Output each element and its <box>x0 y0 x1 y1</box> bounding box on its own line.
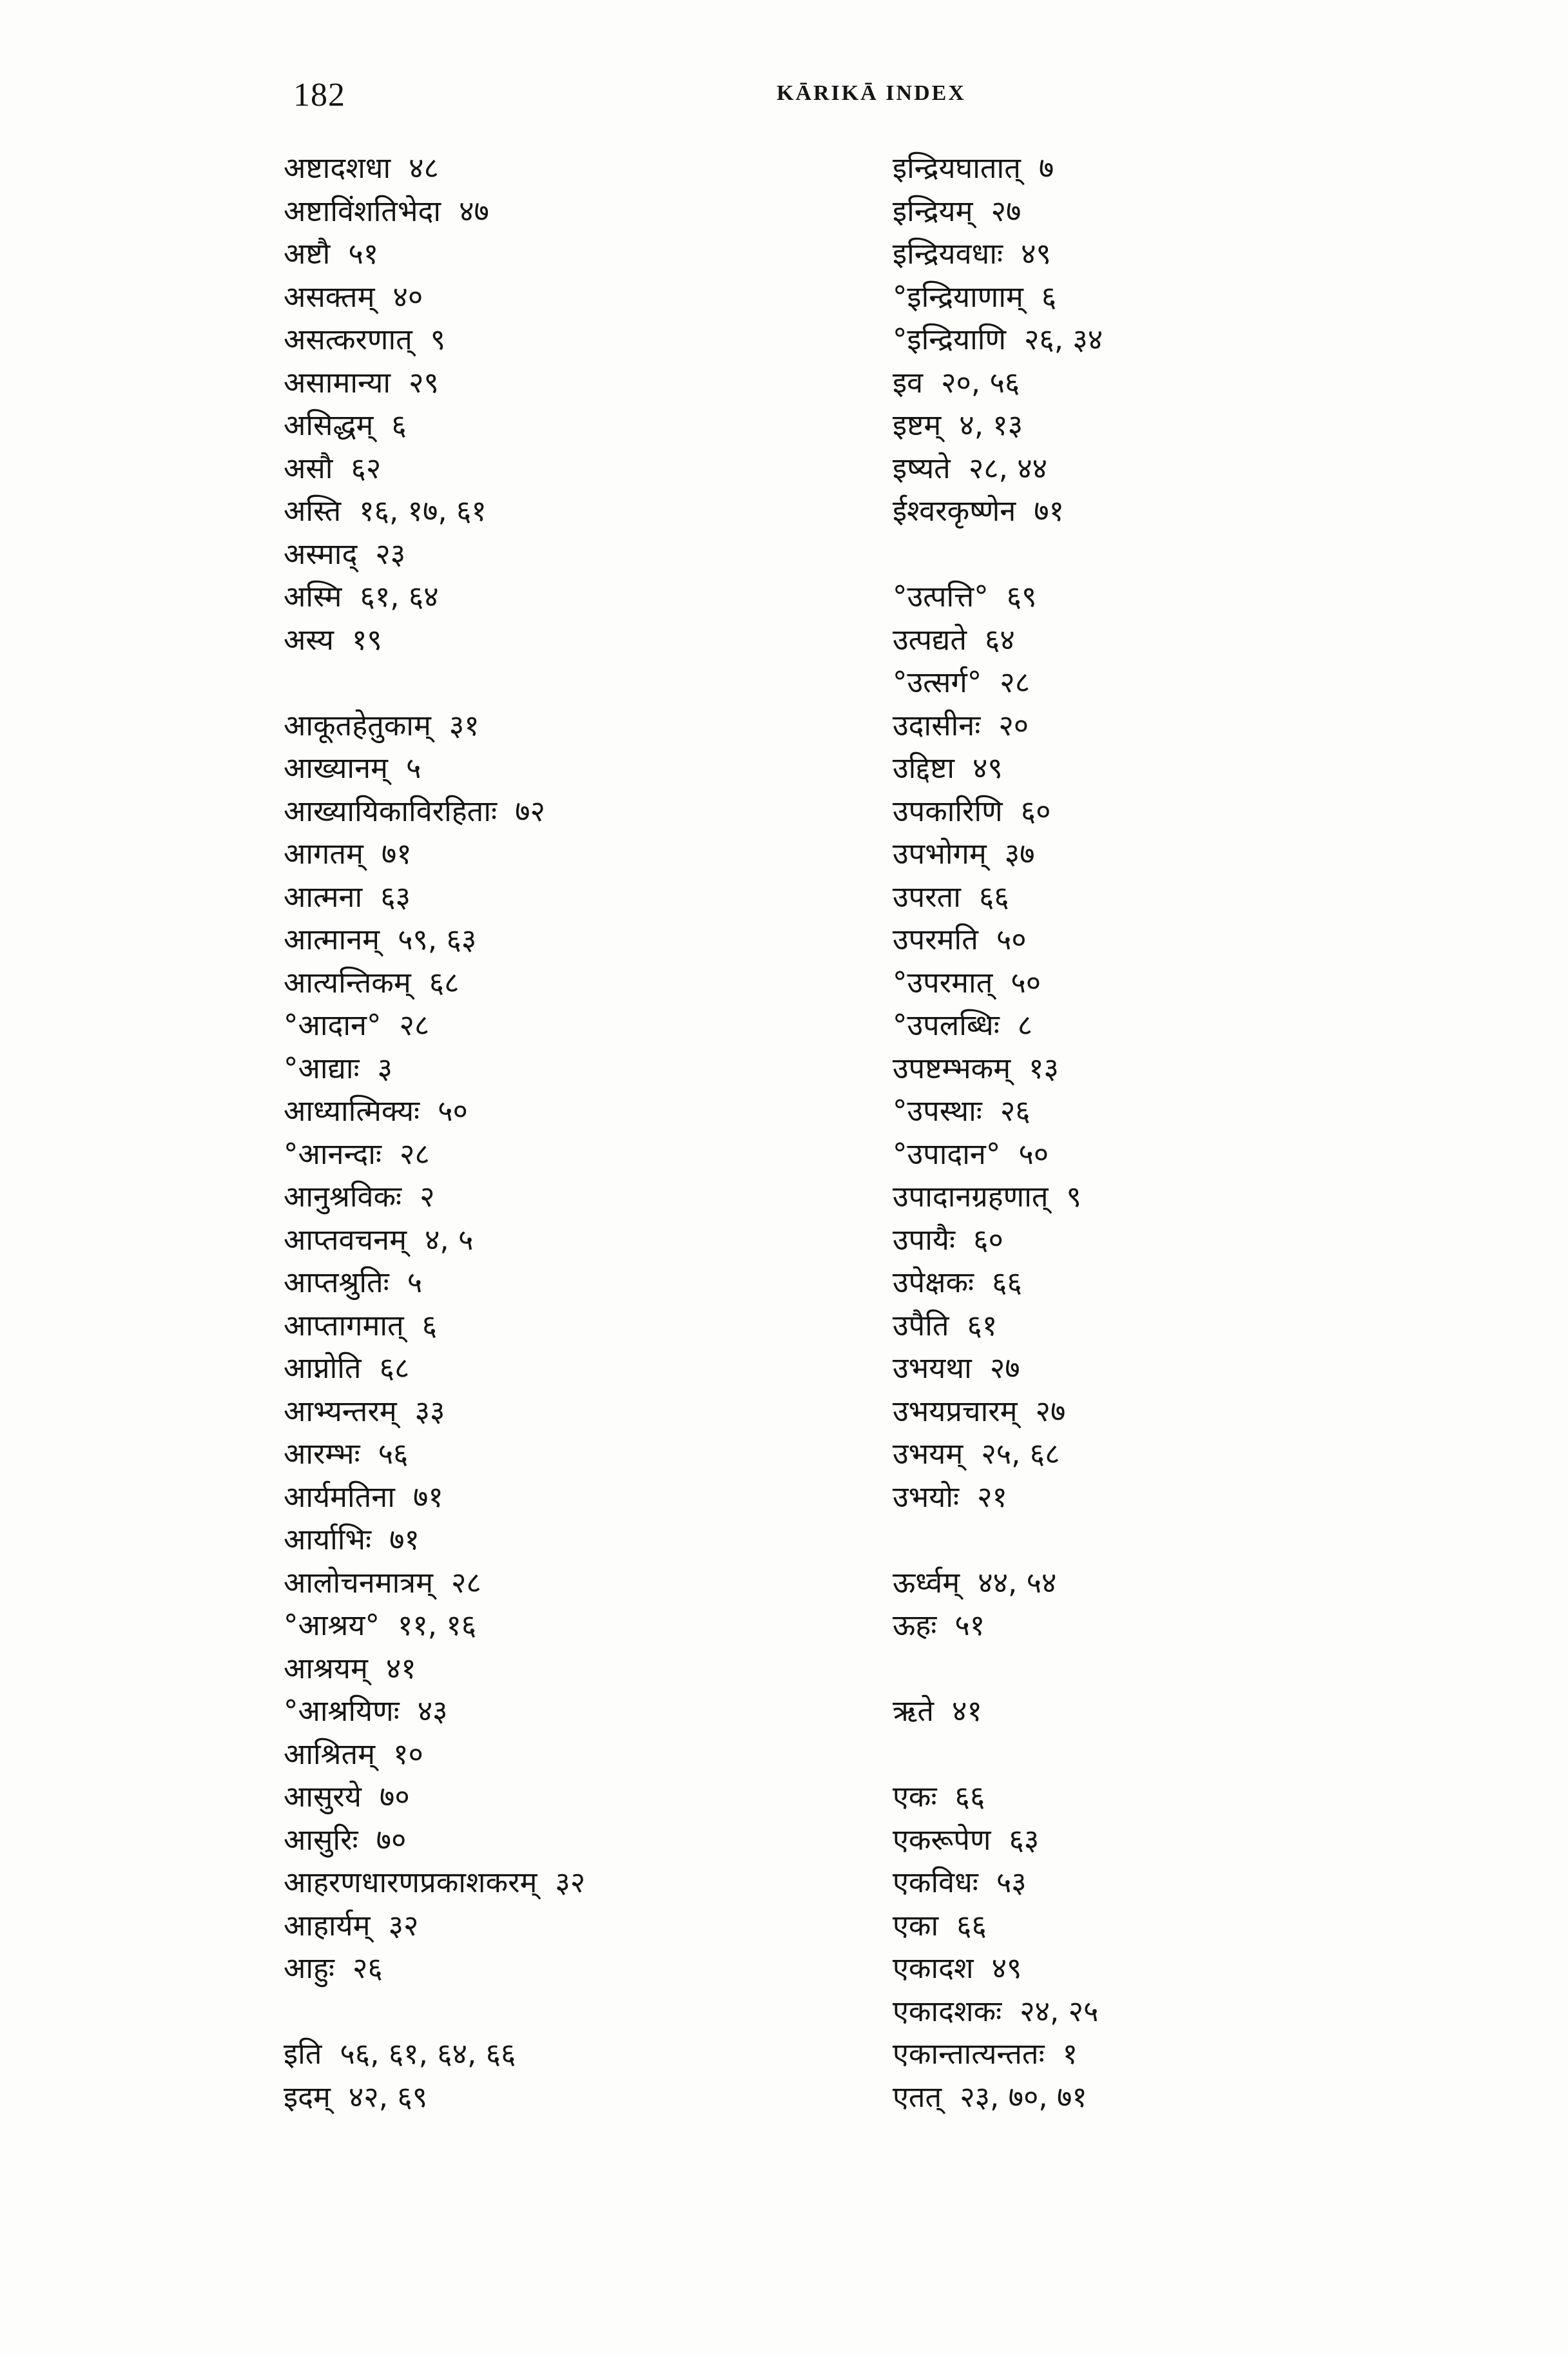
index-entry <box>284 833 773 876</box>
index-entry <box>893 962 1357 1005</box>
index-headword: °आदान° <box>284 1008 382 1042</box>
index-references: ६३ <box>1009 1822 1040 1857</box>
index-headword: °आश्रय° <box>284 1608 380 1642</box>
index-references: ४० <box>392 279 423 314</box>
index-headword: आहार्यम् <box>284 1908 371 1943</box>
index-entry <box>284 576 773 619</box>
index-headword: इन्द्रियवधाः <box>893 237 1003 271</box>
index-headword: °उत्सर्ग° <box>893 665 982 699</box>
index-entry <box>893 2033 1357 2076</box>
index-entry <box>284 233 773 276</box>
page-number: 182 <box>293 77 345 113</box>
index-entry <box>893 490 1357 533</box>
index-headword: °उपस्थाः <box>893 1094 982 1128</box>
index-references: ४९ <box>973 751 1003 785</box>
index-headword: एकविधः <box>893 1865 978 1899</box>
index-entry <box>284 1518 773 1562</box>
index-headword: °इन्द्रियाणि <box>893 322 1006 356</box>
index-entry <box>893 233 1357 276</box>
index-references: ५६, ६१, ६४, ६६ <box>340 2037 516 2071</box>
index-references: ७१ <box>389 1522 420 1556</box>
section-gap <box>893 1647 1357 1691</box>
index-headword: उपेक्षकः <box>893 1265 974 1299</box>
index-column-right <box>893 147 1357 2118</box>
index-references: २३ <box>375 536 406 571</box>
index-references: ८ <box>1017 1008 1033 1042</box>
index-headword: °उत्पत्ति° <box>893 579 989 614</box>
index-headword: आध्यात्मिक्यः <box>284 1094 420 1128</box>
index-headword: उपभोगम् <box>893 837 987 871</box>
index-entry <box>893 1433 1357 1476</box>
index-references: १६, १७, ६१ <box>359 494 487 528</box>
index-entry <box>893 1476 1357 1519</box>
index-entry <box>284 1090 773 1133</box>
index-entry <box>284 1733 773 1776</box>
index-references: २५, ६८ <box>981 1437 1060 1471</box>
index-references: ६९ <box>1006 579 1037 614</box>
index-entry <box>284 490 773 533</box>
index-entry <box>893 1304 1357 1348</box>
index-headword: आलोचनमात्रम् <box>284 1565 434 1600</box>
index-references: ४१ <box>385 1651 416 1685</box>
index-entry <box>893 1176 1357 1219</box>
index-entry <box>284 747 773 790</box>
index-references: ७१ <box>1034 494 1065 528</box>
index-entry <box>284 404 773 447</box>
index-references: ५० <box>438 1094 468 1128</box>
index-references: २६ <box>1000 1094 1031 1128</box>
index-entry <box>893 1047 1357 1090</box>
index-entry <box>284 1690 773 1733</box>
index-headword: उदासीनः <box>893 708 981 742</box>
index-entry <box>284 1047 773 1090</box>
index-entry <box>284 276 773 319</box>
index-entry <box>284 1904 773 1948</box>
index-headword: एकादश <box>893 1951 974 1985</box>
index-entry <box>284 1562 773 1605</box>
index-references: ५ <box>405 751 421 785</box>
index-headword: °आनन्दाः <box>284 1136 382 1171</box>
index-headword: अस्माद् <box>284 536 358 571</box>
index-headword: इन्द्रियम् <box>893 193 973 228</box>
index-entry <box>284 962 773 1005</box>
index-references: ४२, ६९ <box>348 2079 428 2114</box>
index-entry <box>284 1133 773 1176</box>
section-gap <box>284 1990 773 2033</box>
index-references: ४४, ५४ <box>978 1565 1057 1600</box>
index-entry <box>893 1604 1357 1647</box>
index-entry <box>284 876 773 919</box>
index-entry <box>893 1219 1357 1262</box>
index-entry <box>893 1690 1357 1733</box>
index-entry <box>284 790 773 833</box>
index-references: ६६ <box>956 1908 987 1943</box>
index-references: ६६ <box>954 1779 985 1814</box>
index-headword: अस्य <box>284 622 334 657</box>
index-entry <box>893 876 1357 919</box>
index-references: ७० <box>376 1822 407 1857</box>
index-references: ५१ <box>954 1608 985 1642</box>
index-references: ६८ <box>379 1351 410 1385</box>
index-references: ६ <box>391 408 407 442</box>
index-headword: अस्मि <box>284 579 342 614</box>
index-headword: असिद्धम् <box>284 408 374 442</box>
index-headword: °आश्रयिणः <box>284 1694 400 1728</box>
index-headword: उपैति <box>893 1308 949 1342</box>
index-headword: अष्टादशधा <box>284 151 391 185</box>
index-references: २ <box>420 1179 435 1214</box>
index-headword: आप्तश्रुतिः <box>284 1265 389 1299</box>
index-references: २८ <box>1000 665 1031 699</box>
index-entry <box>284 1176 773 1219</box>
index-references: १३ <box>1029 1051 1059 1085</box>
index-headword: आप्तवचनम् <box>284 1222 407 1257</box>
index-headword: आश्रितम् <box>284 1736 376 1771</box>
index-references: २९ <box>409 365 439 400</box>
index-references: २७ <box>989 1351 1020 1385</box>
index-references: १९ <box>352 622 382 657</box>
index-references: ६३ <box>380 879 411 914</box>
index-references: ५९, ६३ <box>398 922 477 956</box>
index-headword: उपादानग्रहणात् <box>893 1179 1049 1214</box>
index-entry <box>893 1776 1357 1819</box>
index-references: ५१ <box>348 237 379 271</box>
index-references: २३, ७०, ७१ <box>960 2079 1087 2114</box>
index-references: ६ <box>1041 279 1057 314</box>
index-headword: उपष्टम्भकम् <box>893 1051 1011 1085</box>
index-entry <box>893 1090 1357 1133</box>
index-headword: अष्टाविंशतिभेदा <box>284 193 441 228</box>
index-headword: आसुरये <box>284 1779 362 1814</box>
index-references: ६ <box>421 1308 438 1342</box>
index-references: ६० <box>973 1222 1003 1257</box>
index-references: ४, ५ <box>424 1222 474 1257</box>
index-headword: इदम् <box>284 2079 331 2114</box>
index-references: १० <box>393 1736 423 1771</box>
index-references: २८ <box>400 1136 430 1171</box>
index-headword: एकः <box>893 1779 937 1814</box>
index-entry <box>893 318 1357 362</box>
index-headword: आख्यायिकाविरहिताः <box>284 793 498 828</box>
index-references: ९ <box>430 322 446 356</box>
index-references: ६० <box>1020 793 1051 828</box>
index-headword: इव <box>893 365 924 400</box>
index-headword: इष्यते <box>893 451 951 485</box>
index-headword: आप्नोति <box>284 1351 362 1385</box>
index-entry <box>893 1947 1357 1990</box>
index-entry <box>893 747 1357 790</box>
index-column-left <box>284 147 773 2118</box>
section-gap <box>893 1733 1357 1776</box>
index-entry <box>284 1947 773 1990</box>
index-references: ३२ <box>388 1908 419 1943</box>
index-entry <box>284 533 773 576</box>
index-headword: उभयथा <box>893 1351 972 1385</box>
index-headword: आत्मानम् <box>284 922 380 956</box>
index-entry <box>893 190 1357 233</box>
index-entry <box>893 833 1357 876</box>
index-references: २८ <box>399 1008 430 1042</box>
index-references: ४९ <box>1021 237 1051 271</box>
index-references: ३१ <box>449 708 479 742</box>
index-entry <box>284 1476 773 1519</box>
index-references: ५३ <box>996 1865 1027 1899</box>
index-headword: आख्यानम् <box>284 751 388 785</box>
index-references: २० <box>998 708 1029 742</box>
index-references: ४, १३ <box>959 408 1023 442</box>
index-entry <box>284 147 773 190</box>
index-entry <box>893 404 1357 447</box>
index-entry <box>284 2033 773 2076</box>
index-references: २१ <box>977 1479 1007 1514</box>
index-references: ६४ <box>985 622 1015 657</box>
index-headword: ऊर्ध्वम् <box>893 1565 960 1600</box>
index-headword: °उपलब्धिः <box>893 1008 1000 1042</box>
index-references: ३२ <box>555 1865 586 1899</box>
index-entry <box>893 1990 1357 2033</box>
index-headword: °उपादान° <box>893 1136 1001 1171</box>
index-headword: आनुश्रविकः <box>284 1179 402 1214</box>
running-head: KĀRIKĀ INDEX <box>777 81 966 105</box>
index-headword: इष्टम् <box>893 408 942 442</box>
index-headword: एकान्तात्यन्ततः <box>893 2037 1045 2071</box>
index-headword: आर्याभिः <box>284 1522 372 1556</box>
index-entry <box>284 190 773 233</box>
index-entry <box>284 1861 773 1904</box>
index-entry <box>893 576 1357 619</box>
index-references: ५० <box>996 922 1027 956</box>
index-entry <box>893 1562 1357 1605</box>
index-references: १ <box>1062 2037 1078 2071</box>
index-headword: उद्दिष्टा <box>893 751 955 785</box>
index-entry <box>893 704 1357 748</box>
index-headword: इन्द्रियघातात् <box>893 151 1021 185</box>
index-entry <box>284 619 773 662</box>
index-entry <box>893 1819 1357 1862</box>
index-entry <box>284 1390 773 1433</box>
index-headword: उपरता <box>893 879 961 914</box>
index-headword: एतत् <box>893 2079 942 2114</box>
index-entry <box>284 1819 773 1862</box>
index-headword: असौ <box>284 451 333 485</box>
index-headword: आभ्यन्तरम् <box>284 1393 397 1428</box>
index-headword: उभयम् <box>893 1437 963 1471</box>
index-references: ६६ <box>978 879 1009 914</box>
index-references: २८ <box>451 1565 481 1600</box>
index-references: ४३ <box>417 1694 448 1728</box>
index-references: ४७ <box>459 193 489 228</box>
index-headword: आर्यमतिना <box>284 1479 395 1514</box>
index-references: ३७ <box>1004 837 1035 871</box>
index-references: २६, ३४ <box>1024 322 1103 356</box>
index-references: ४१ <box>952 1694 982 1728</box>
index-references: ३ <box>377 1051 392 1085</box>
index-references: ४८ <box>409 151 439 185</box>
index-references: २४, २५ <box>1020 1993 1099 2028</box>
index-headword: उपायैः <box>893 1222 956 1257</box>
index-references: २८, ४४ <box>968 451 1048 485</box>
index-entry <box>284 1347 773 1390</box>
index-headword: आरम्भः <box>284 1437 360 1471</box>
index-entry <box>893 790 1357 833</box>
index-headword: आगतम् <box>284 837 363 871</box>
index-references: ६६ <box>992 1265 1022 1299</box>
index-headword: आप्तागमात् <box>284 1308 404 1342</box>
index-headword: अष्टौ <box>284 237 331 271</box>
index-headword: आकूतहेतुकाम् <box>284 708 431 742</box>
index-headword: ऊहः <box>893 1608 937 1642</box>
index-entry <box>284 2076 773 2119</box>
index-headword: उभयप्रचारम् <box>893 1393 1018 1428</box>
index-headword: एकादशकः <box>893 1993 1002 2028</box>
index-references: २६ <box>352 1951 383 1985</box>
index-references: ११, १६ <box>397 1608 477 1642</box>
index-entry <box>284 1004 773 1047</box>
index-entry <box>284 318 773 362</box>
index-headword: असक्तम् <box>284 279 375 314</box>
index-headword: एकरूपेण <box>893 1822 991 1857</box>
index-entry <box>284 918 773 962</box>
index-entry <box>893 2076 1357 2119</box>
index-entry <box>284 362 773 405</box>
index-entry <box>893 1861 1357 1904</box>
index-entry <box>893 147 1357 190</box>
index-references: ७१ <box>412 1479 443 1514</box>
index-references: ५० <box>1011 965 1041 1000</box>
section-gap <box>893 1518 1357 1562</box>
index-entry <box>893 1347 1357 1390</box>
index-entry <box>284 704 773 748</box>
index-headword: आहरणधारणप्रकाशकरम् <box>284 1865 537 1899</box>
index-references: २७ <box>991 193 1021 228</box>
index-headword: उपकारिणि <box>893 793 1003 828</box>
index-references: ७१ <box>381 837 412 871</box>
index-references: ७२ <box>515 793 545 828</box>
index-references: ५ <box>407 1265 423 1299</box>
index-entry <box>893 1904 1357 1948</box>
index-references: ६१ <box>967 1308 998 1342</box>
index-headword: उपरमति <box>893 922 978 956</box>
section-gap <box>284 661 773 704</box>
index-headword: उभयोः <box>893 1479 960 1514</box>
index-entry <box>893 1004 1357 1047</box>
index-references: ९ <box>1066 1179 1081 1214</box>
index-references: ३३ <box>414 1393 445 1428</box>
index-headword: आश्रयम् <box>284 1651 368 1685</box>
index-entry <box>893 619 1357 662</box>
index-entry <box>284 1776 773 1819</box>
index-entry <box>893 1261 1357 1304</box>
index-headword: आत्मना <box>284 879 363 914</box>
index-references: ५० <box>1018 1136 1049 1171</box>
index-headword: उत्पद्यते <box>893 622 967 657</box>
index-entry <box>284 1219 773 1262</box>
index-headword: इति <box>284 2037 322 2071</box>
index-entry <box>893 276 1357 319</box>
index-headword: °आद्याः <box>284 1051 360 1085</box>
index-references: ६१, ६४ <box>360 579 439 614</box>
index-references: ४९ <box>991 1951 1022 1985</box>
index-headword: आहुः <box>284 1951 334 1985</box>
index-entry <box>284 1304 773 1348</box>
index-entry <box>284 447 773 490</box>
index-headword: °उपरमात् <box>893 965 993 1000</box>
index-references: ६८ <box>429 965 460 1000</box>
index-references: २७ <box>1035 1393 1066 1428</box>
index-headword: °इन्द्रियाणाम् <box>893 279 1023 314</box>
index-entry <box>893 918 1357 962</box>
index-entry <box>284 1261 773 1304</box>
index-entry <box>284 1647 773 1691</box>
index-references: ७० <box>379 1779 410 1814</box>
index-references: २०, ५६ <box>941 365 1020 400</box>
index-entry <box>284 1604 773 1647</box>
index-references: ५६ <box>378 1437 409 1471</box>
index-entry <box>893 1133 1357 1176</box>
index-entry <box>893 661 1357 704</box>
index-headword: असत्करणात् <box>284 322 412 356</box>
index-headword: आसुरिः <box>284 1822 358 1857</box>
index-headword: आत्यन्तिकम् <box>284 965 411 1000</box>
index-headword: ईश्वरकृष्णेन <box>893 494 1016 528</box>
index-headword: अस्ति <box>284 494 342 528</box>
index-references: ७ <box>1038 151 1054 185</box>
index-headword: एका <box>893 1908 939 1943</box>
index-entry <box>893 1390 1357 1433</box>
index-references: ६२ <box>351 451 382 485</box>
index-entry <box>893 362 1357 405</box>
section-gap <box>893 533 1357 576</box>
index-headword: असामान्या <box>284 365 391 400</box>
index-entry <box>893 447 1357 490</box>
index-entry <box>284 1433 773 1476</box>
index-headword: ऋते <box>893 1694 934 1728</box>
